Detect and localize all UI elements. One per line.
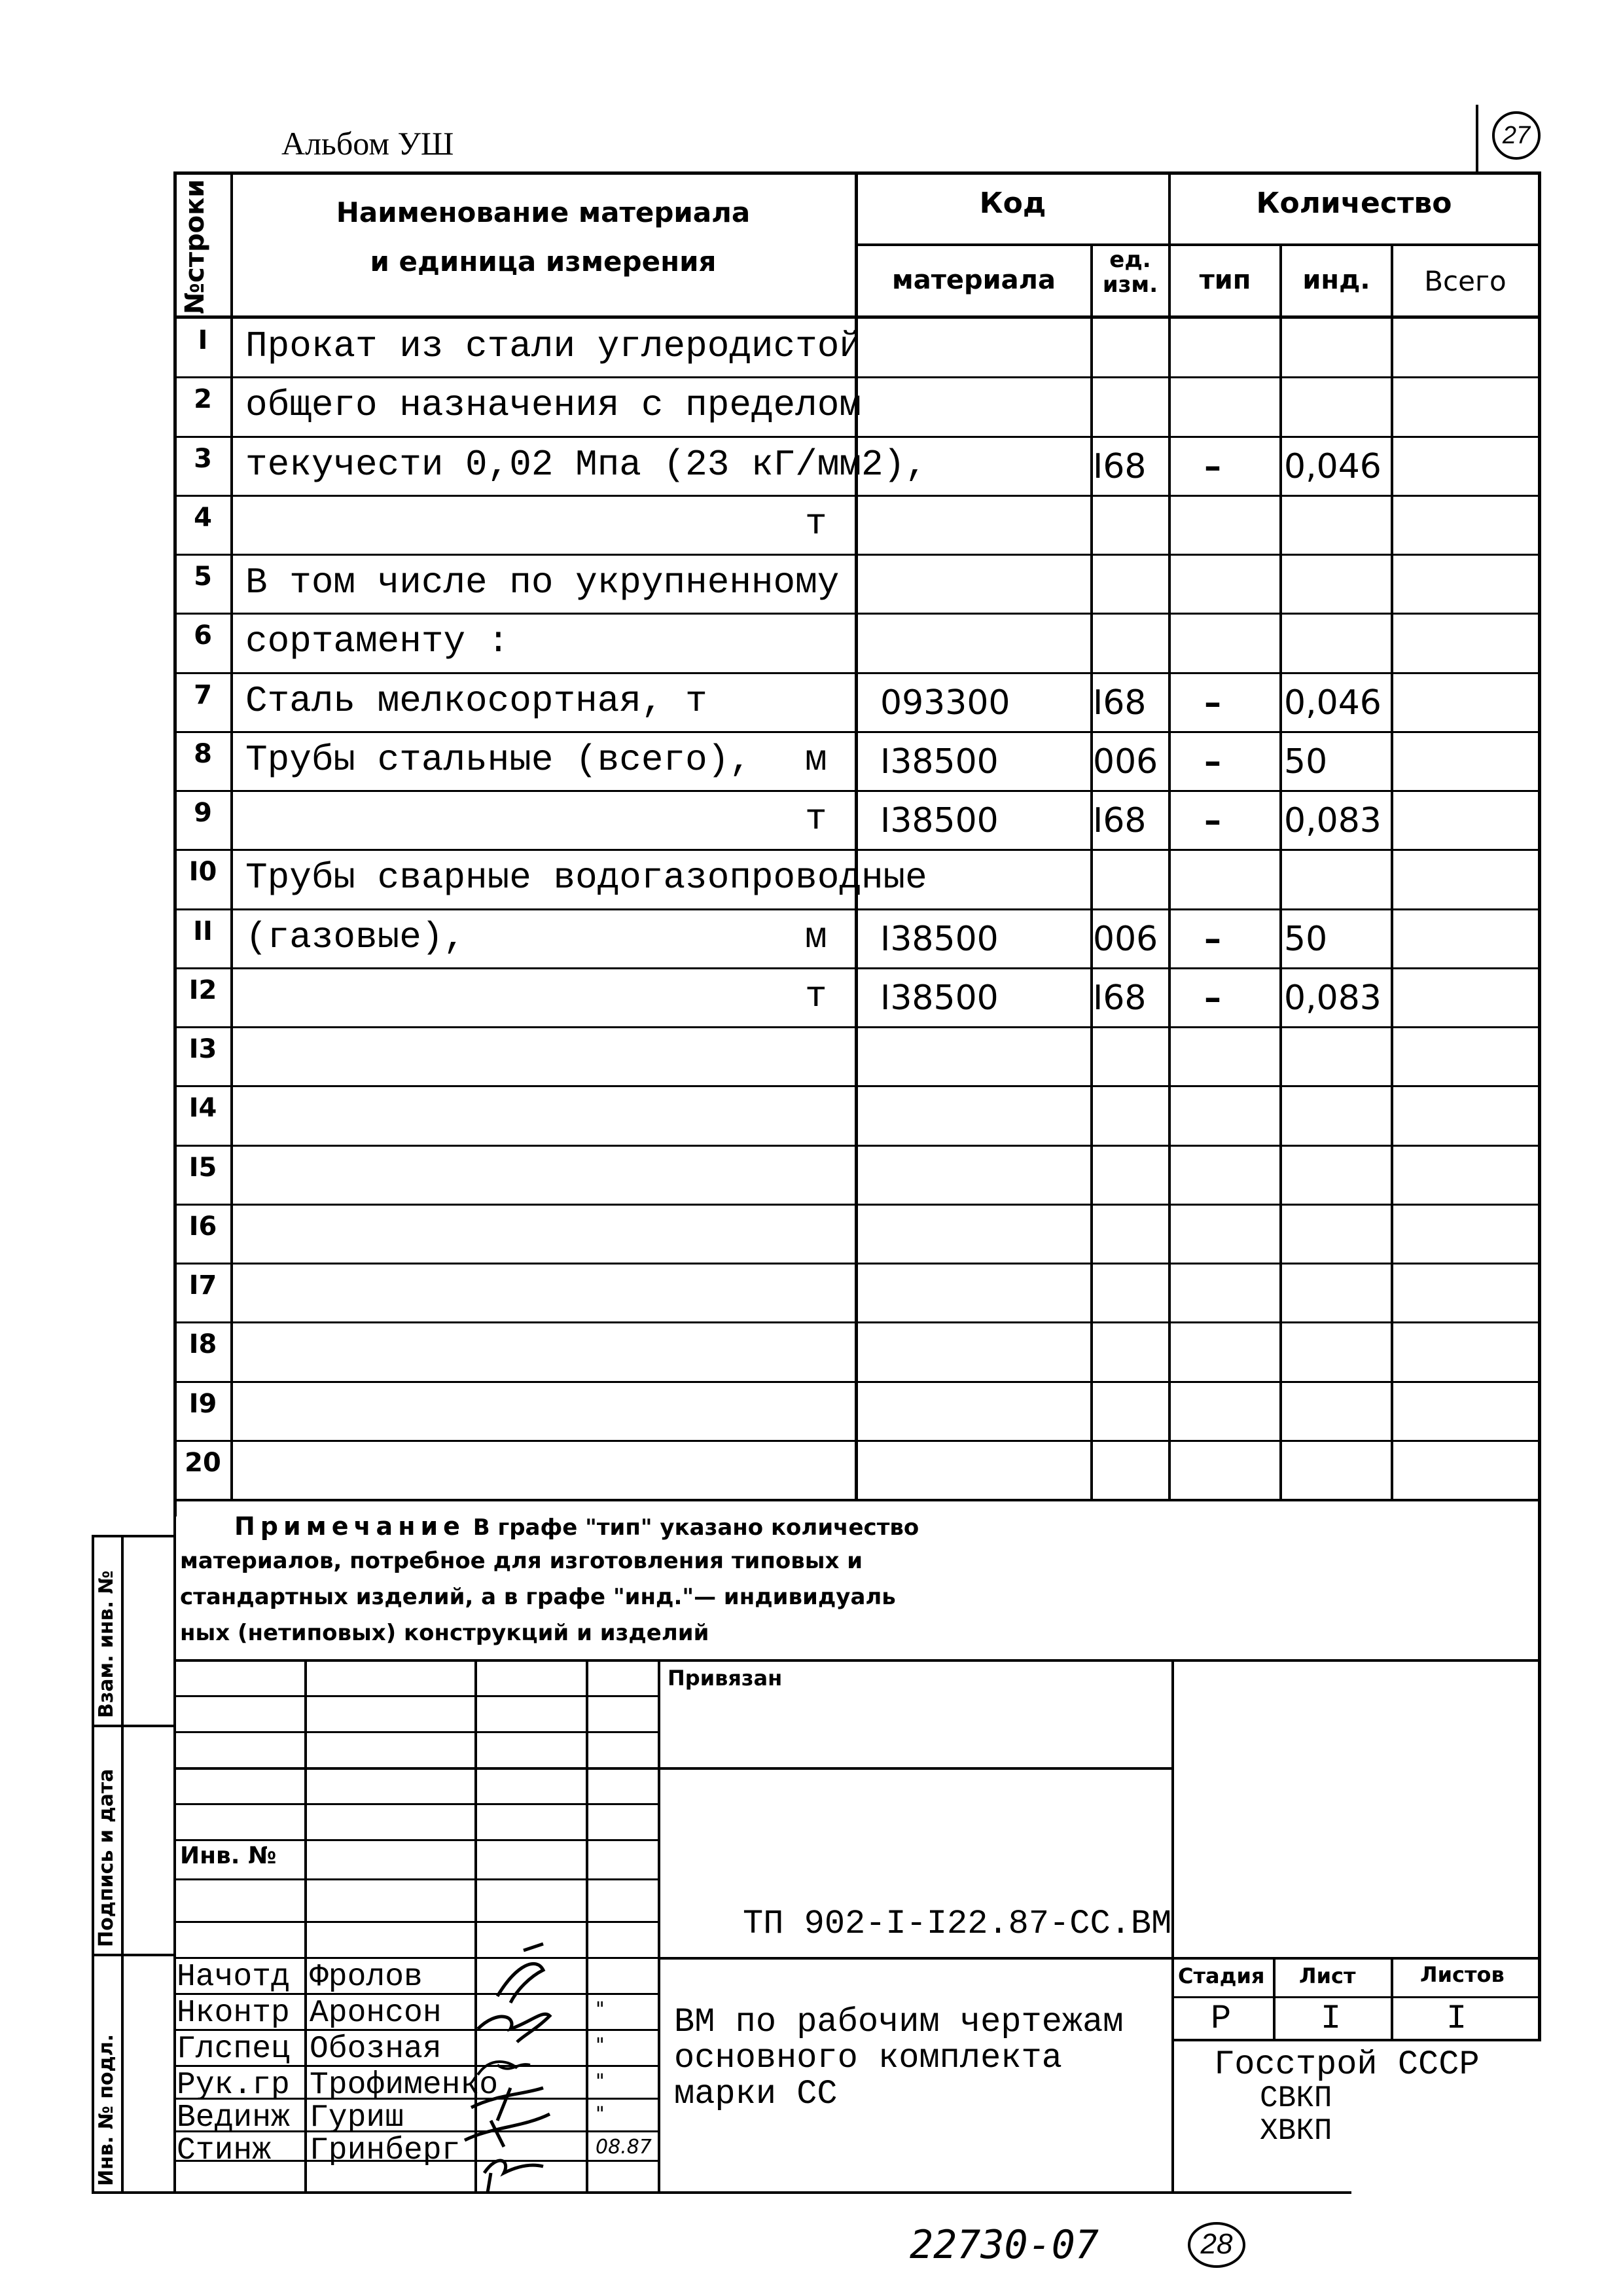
- stage-value: Р: [1211, 2000, 1232, 2038]
- signature-date-label: Подпись и дата: [95, 1768, 118, 1947]
- note-line-1: [234, 1512, 919, 1541]
- organization-2: СВКП: [1260, 2081, 1332, 2115]
- unit-header: ед. изм.: [1102, 247, 1158, 298]
- unit-suffix: т: [805, 798, 827, 840]
- material-code: I38500: [880, 742, 999, 781]
- row-number: I5: [188, 1153, 217, 1183]
- material-code-header: материала: [892, 265, 1056, 295]
- row-number: I9: [188, 1389, 217, 1419]
- unit-suffix: м: [805, 739, 827, 781]
- title-line-2: основного комплекта: [674, 2039, 1062, 2077]
- signer-name: Гринберг: [310, 2133, 461, 2168]
- sheets-value: I: [1446, 2000, 1467, 2038]
- signer-name: Аронсон: [310, 1996, 442, 2031]
- footer-code: 22730-07: [910, 2222, 1099, 2268]
- row-number: 9: [194, 798, 212, 828]
- row-number: 3: [194, 444, 212, 474]
- signer-date: ": [596, 2070, 605, 2093]
- signer-role: Нконтр: [177, 1996, 290, 2031]
- signer-role: Вединж: [177, 2100, 290, 2136]
- material-name-header-1: Наименование материала: [336, 196, 751, 228]
- material-code: I38500: [880, 920, 999, 959]
- unit-suffix: т: [805, 975, 827, 1017]
- ind-value: 0,046: [1284, 447, 1382, 486]
- material-name: В том числе по укрупненному: [245, 562, 840, 603]
- unit-suffix: м: [805, 916, 827, 958]
- signer-name: Фролов: [310, 1960, 423, 1995]
- ind-value: 0,046: [1284, 683, 1382, 723]
- footer-page-circle: [1188, 2222, 1245, 2268]
- unit-code: I68: [1093, 801, 1147, 840]
- signer-role: Рук.гр: [177, 2068, 290, 2103]
- title-line-3: марки СС: [674, 2075, 838, 2113]
- row-number: I7: [188, 1270, 217, 1300]
- type-header: тип: [1199, 265, 1251, 295]
- note-text-1: В графе "тип" указано количество: [473, 1515, 919, 1541]
- header-separator: [1476, 105, 1478, 173]
- title-line-1: ВМ по рабочим чертежам: [674, 2003, 1124, 2041]
- page-number: 27: [1502, 122, 1531, 149]
- organization-3: ХВКП: [1260, 2114, 1332, 2148]
- attached-label: Привязан: [668, 1666, 783, 1691]
- signer-role: Стинж: [177, 2133, 272, 2168]
- row-number: II: [193, 916, 213, 946]
- ind-value: 0,083: [1284, 801, 1382, 840]
- row-number: I4: [188, 1093, 217, 1123]
- original-inventory-label: Инв. № подл.: [95, 2034, 118, 2186]
- sheet-value: I: [1321, 2000, 1342, 2038]
- page-number-circle: [1492, 111, 1541, 160]
- footer-page-number: 28: [1200, 2228, 1233, 2260]
- row-number: 20: [185, 1448, 221, 1478]
- total-header: Всего: [1424, 265, 1507, 297]
- organization-1: Госстрой СССР: [1214, 2045, 1480, 2084]
- material-name: Прокат из стали углеродистой: [245, 325, 861, 367]
- quantity-header: Количество: [1256, 187, 1452, 220]
- type-value: –: [1204, 742, 1221, 781]
- row-number: 8: [194, 739, 212, 769]
- row-number: 6: [194, 620, 212, 651]
- unit-suffix: т: [805, 503, 827, 545]
- material-name: Трубы стальные (всего),: [245, 739, 751, 781]
- note-line-4: ных (нетиповых) конструкций и изделий: [180, 1620, 709, 1646]
- unit-code: 006: [1093, 742, 1158, 781]
- ind-value: 0,083: [1284, 978, 1382, 1018]
- ind-value: 50: [1284, 742, 1328, 781]
- unit-code: I68: [1093, 683, 1147, 723]
- signer-date: 08.87: [596, 2136, 652, 2159]
- note-line-2: материалов, потребное для изготовления типовых и: [180, 1548, 863, 1574]
- unit-code: I68: [1093, 447, 1147, 486]
- material-name: Сталь мелкосортная, т: [245, 680, 707, 722]
- material-name: текучести 0,02 Мпа (23 кГ/мм2),: [245, 444, 927, 486]
- sheets-label: Листов: [1420, 1962, 1505, 1987]
- inventory-number-label: Инв. №: [180, 1842, 277, 1869]
- code-header: Код: [979, 187, 1046, 220]
- replace-inventory-label: Взам. инв. №: [95, 1570, 118, 1718]
- unit-code: I68: [1093, 978, 1147, 1018]
- material-code: I38500: [880, 978, 999, 1018]
- type-value: –: [1204, 978, 1221, 1018]
- row-number: 7: [194, 680, 212, 710]
- material-code: I38500: [880, 801, 999, 840]
- row-number: 2: [194, 384, 212, 414]
- ind-value: 50: [1284, 920, 1328, 959]
- material-name-header-2: и единица измерения: [370, 245, 717, 278]
- signatures-drawing: [458, 1931, 654, 2193]
- material-name: сортаменту :: [245, 620, 510, 662]
- type-value: –: [1204, 447, 1221, 486]
- type-value: –: [1204, 920, 1221, 959]
- document-code: ТП 902-I-I22.87-СС.ВМ: [743, 1905, 1172, 1943]
- type-value: –: [1204, 683, 1221, 723]
- material-code: 093300: [880, 683, 1010, 723]
- material-name: общего назначения с пределом: [245, 384, 861, 426]
- album-title: Альбом УШ: [281, 125, 454, 162]
- material-name: (газовые),: [245, 916, 466, 958]
- row-number: I6: [188, 1211, 217, 1242]
- row-number: I: [198, 325, 208, 355]
- row-number: I8: [188, 1329, 217, 1359]
- signer-name: Обозная: [310, 2032, 442, 2067]
- row-number: 5: [194, 562, 212, 592]
- signer-date: ": [596, 2103, 605, 2126]
- material-name: Трубы сварные водогазопроводные: [245, 857, 927, 899]
- row-number: I3: [188, 1034, 217, 1064]
- signer-role: Начотд: [177, 1960, 290, 1995]
- signer-name: Трофименко: [310, 2068, 499, 2103]
- sheet-label: Лист: [1299, 1964, 1356, 1988]
- row-number: I2: [188, 975, 217, 1005]
- note-line-3: стандартных изделий, а в графе "инд."— индивидуаль: [180, 1584, 896, 1610]
- row-number: 4: [194, 503, 212, 533]
- row-number: I0: [188, 857, 217, 887]
- type-value: –: [1204, 801, 1221, 840]
- row-number-header: №строки: [180, 179, 210, 314]
- ind-header: инд.: [1302, 265, 1370, 295]
- note-lead: Примечание: [234, 1512, 465, 1541]
- unit-code: 006: [1093, 920, 1158, 959]
- signer-name: Гуриш: [310, 2100, 404, 2136]
- signer-date: ": [596, 2034, 605, 2057]
- signer-role: Глспец: [177, 2032, 290, 2067]
- signer-date: ": [596, 1998, 605, 2021]
- stage-label: Стадия: [1178, 1964, 1265, 1988]
